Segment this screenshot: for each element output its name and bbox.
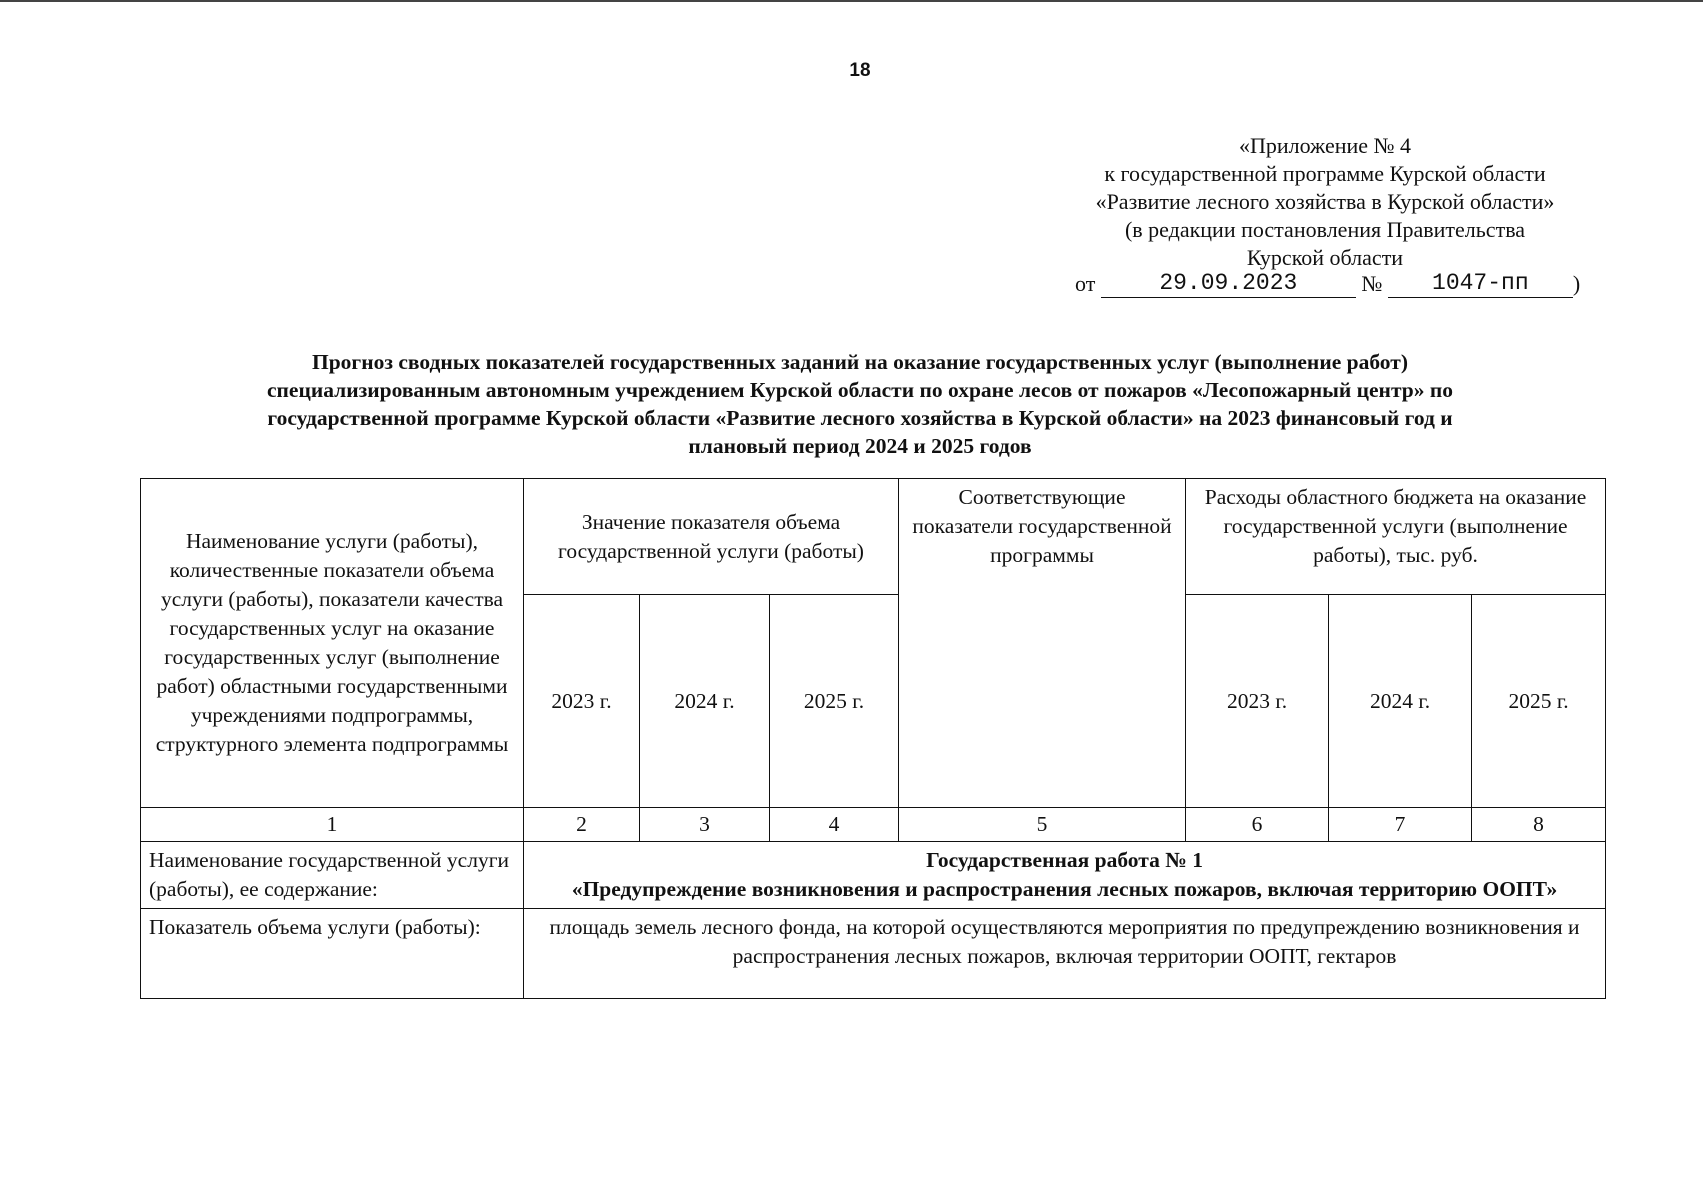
column-number-row — [141, 808, 1606, 842]
closing-paren: ) — [1572, 271, 1581, 296]
row-label: Наименование государственной услуги (работы), ее содержание: — [141, 842, 524, 909]
header-budget-year: 2025 г. — [1472, 595, 1606, 808]
work-description: «Предупреждение возникновения и распространения лесных пожаров, включая территорию ООПТ» — [571, 877, 1558, 901]
header-volume-year: 2023 г. — [524, 595, 640, 808]
decree-date: 29.09.2023 — [1101, 269, 1356, 298]
title-line: плановый период 2024 и 2025 годов — [688, 434, 1032, 458]
from-label: от — [1075, 271, 1096, 296]
header-budget-year: 2023 г. — [1186, 595, 1329, 808]
appendix-line: «Развитие лесного хозяйства в Курской области» — [1095, 189, 1555, 214]
column-number: 4 — [770, 808, 899, 842]
appendix-line: к государственной программе Курской области — [1104, 161, 1546, 186]
column-number: 5 — [899, 808, 1186, 842]
row-label: Показатель объема услуги (работы): — [141, 909, 524, 999]
document-title — [170, 348, 1550, 460]
header-service-name: Наименование услуги (работы), количественные показатели объема услуги (работы), показатели качества государственных услуг на оказание государственных услуг (выполнение работ) областными государственными учреждениями подпрограммы, структурного элемента подпрограммы — [141, 479, 524, 808]
column-number: 3 — [640, 808, 770, 842]
title-line: государственной программе Курской области «Развитие лесного хозяйства в Курской области» на 2023 финансовый год и — [267, 406, 1453, 430]
column-number: 6 — [1186, 808, 1329, 842]
header-budget-year: 2024 г. — [1329, 595, 1472, 808]
appendix-line: «Приложение № 4 — [1238, 133, 1412, 158]
column-number: 1 — [141, 808, 524, 842]
decree-reference — [1075, 270, 1595, 300]
decree-number: 1047-пп — [1388, 269, 1573, 298]
header-program-indicators: Соответствующие показатели государственной программы — [899, 479, 1186, 808]
table-row — [141, 909, 1606, 999]
number-label: № — [1361, 271, 1383, 296]
row-content — [524, 842, 1606, 909]
appendix-line: Курской области — [1246, 245, 1404, 270]
top-border-line — [0, 0, 1703, 2]
title-line: Прогноз сводных показателей государственных заданий на оказание государственных услуг (выполнение работ) — [312, 350, 1408, 374]
appendix-block — [1060, 132, 1590, 272]
work-title: Государственная работа № 1 — [926, 848, 1203, 872]
table-row — [141, 842, 1606, 909]
page-number: 18 — [849, 60, 871, 81]
indicators-table — [140, 478, 1606, 999]
title-line: специализированным автономным учреждением Курской области по охране лесов от пожаров «Лесопожарный центр» по — [266, 378, 1453, 402]
header-volume-group: Значение показателя объема государственной услуги (работы) — [524, 479, 899, 595]
header-budget-group: Расходы областного бюджета на оказание государственной услуги (выполнение работы), тыс. руб. — [1186, 479, 1606, 595]
appendix-line: (в редакции постановления Правительства — [1124, 217, 1526, 242]
column-number: 2 — [524, 808, 640, 842]
column-number: 8 — [1472, 808, 1606, 842]
header-volume-year: 2024 г. — [640, 595, 770, 808]
column-number: 7 — [1329, 808, 1472, 842]
row-content: площадь земель лесного фонда, на которой осуществляются мероприятия по предупреждению возникновения и распространения лесных пожаров, включая территории ООПТ, гектаров — [524, 909, 1606, 999]
header-volume-year: 2025 г. — [770, 595, 899, 808]
